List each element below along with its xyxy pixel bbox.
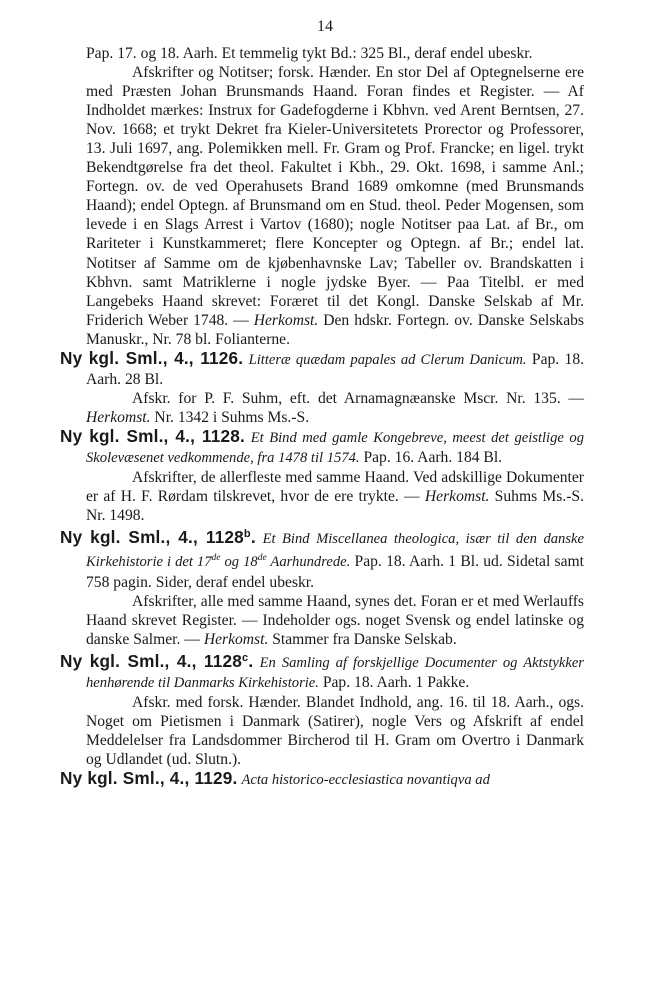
entry-title: Litteræ quædam papales ad Clerum Danicum. — [248, 351, 527, 368]
text-block — [60, 44, 584, 790]
entry-title: Aarhundrede. — [266, 554, 351, 571]
entry-1128-notes — [60, 468, 584, 525]
body-text: Pap. 18. Aarh. 28 Bl. — [86, 350, 585, 388]
entry-heading: Ny kgl. Sml., 4., 1128. — [60, 425, 245, 446]
entry-1126 — [60, 349, 584, 389]
entry-heading-suffix: b — [243, 528, 251, 541]
body-text: Nr. 1342 i Suhms Ms.-S. — [150, 408, 310, 426]
notes-paragraph — [60, 63, 584, 349]
herkomst-label: Herkomst. — [253, 311, 319, 329]
entry-heading: . — [248, 651, 254, 672]
entry-title: Et Bind Miscellanea theologica, især til den danske Kirkehistorie i det 17 — [86, 531, 584, 571]
entry-1128b — [60, 525, 584, 592]
body-text: Pap. 18. Aarh. 1 Pakke. — [318, 674, 470, 692]
body-text: Stammer fra Danske Selskab. — [268, 630, 457, 648]
body-text: Pap. 17. og 18. Aarh. Et temmelig tykt Bd.: 325 Bl., deraf endel ubeskr. — [86, 45, 533, 62]
herkomst-label: Herkomst. — [86, 408, 151, 426]
entry-title: Et Bind med gamle Kongebreve, meest det geistlige og Skolevæsenet vedkommende, fra 1478 til 1574. — [86, 429, 584, 466]
entry-heading: Ny kgl. Sml., 4., 1126. — [60, 347, 244, 368]
body-text: Afskrifter, alle med samme Haand, synes det. Foran er et med Werlauffs Haand skrevet Register. — Indeholder ogs. noget Svensk og endel latinske og danske Salmer. — — [86, 592, 584, 648]
entry-title: Acta historico-ecclesiastica novantiqva ad — [241, 772, 490, 789]
ordinal-suffix: de — [257, 553, 267, 564]
body-text: Afskr. for P. F. Suhm, eft. det Arnamagnæanske Mscr. Nr. 135. — — [132, 389, 584, 407]
entry-title: En Samling af forskjellige Documenter og Aktstykker henhørende til Danmarks Kirkehistorie. — [86, 655, 584, 692]
herkomst-label: Herkomst. — [424, 488, 490, 506]
entry-title: og 18 — [220, 554, 258, 571]
entry-1128c — [60, 649, 584, 693]
entry-1128 — [60, 427, 584, 468]
entry-1126-notes — [60, 389, 584, 427]
continuation-block — [60, 44, 584, 63]
body-text: Suhms Ms.-S. Nr. 1498. — [86, 488, 584, 525]
body-text: Afskrifter, de allerfleste med samme Haand. Ved adskillige Dokumenter er af H. F. Rørdam tilskrevet, hvor de ere trykte. — — [86, 469, 584, 506]
body-text: Afskr. med forsk. Hænder. Blandet Indhold, ang. 16. til 18. Aarh., ogs. Noget om Pietismen i Danmark (Satirer), nogle Vers og Afskrift af endel Meddelelser fra Landsdommer Bircherod til H. Gram om Overtro i Danmark og Udlandet (ud. Slutn.). — [86, 694, 584, 769]
entry-heading: Ny kgl. Sml., 4., 1129. — [60, 768, 238, 789]
entry-1128c-notes — [60, 693, 584, 769]
entry-1129 — [60, 769, 584, 790]
herkomst-label: Herkomst. — [203, 630, 269, 648]
entry-heading-suffix: c — [242, 651, 249, 664]
entry-heading: Ny kgl. Sml., 4., 1128 — [60, 651, 243, 672]
entry-heading: . — [250, 527, 256, 548]
entry-1128b-notes — [60, 592, 584, 649]
page-number: 14 — [317, 18, 333, 35]
entry-heading: Ny kgl. Sml., 4., 1128 — [60, 527, 244, 548]
body-text: Den hdskr. Fortegn. ov. Danske Selskabs Manuskr., Nr. 78 bl. Folianterne. — [86, 311, 585, 348]
ordinal-suffix: de — [211, 553, 221, 564]
body-text: Afskrifter og Notitser; forsk. Hænder. En stor Del af Optegnelserne ere med Præsten Johan Brunsmands Haand. Foran findes et Register. — Af Indholdet mærkes: Instrux for Gadefogderne i Kbhvn. ved Arent Berntsen, 27. Nov. 1668; et trykt Dekret fra Kieler-Universitetets Prorector og Professorer, 13. Juli 1697, ang. Polemikken mell. Fr. Gram og Prof. Francke; en ligel. trykt Bekendtgørelse fra det theol. Fakultet i Kbh., 29. Okt. 1698, i samme Anl.; Fortegn. ov. de ved Operahusets Brand 1689 omkomne (med Brunsmands Haand); endel Optegn. af Brunsmand om en Stud. theol. Peder Mogensen, som levede i en Slags Arrest i Vartov (1680); nogle Notitser paa Lat. af Br., om Rariteter i Kunstkammeret; flere Koncepter og Optegn. af Br.; endel lat. Notitser af Samme om de kjøbenhavnske Lav; Tabeller ov. Brandskatten i Kbhvn. samt Matriklerne i nogle jydske Byer. — Paa Titelbl. er med Langebeks Haand skrevet: Foræret til det Kongl. Danske Selskab af Mr. Friderich Weber 1748. — — [86, 64, 584, 329]
body-text: Pap. 18. Aarh. 1 Bl. ud. Sidetal samt 758 pagin. Sider, deraf endel ubeskr. — [86, 553, 584, 591]
body-text: Pap. 16. Aarh. 184 Bl. — [359, 448, 503, 466]
body-text — [256, 530, 263, 547]
